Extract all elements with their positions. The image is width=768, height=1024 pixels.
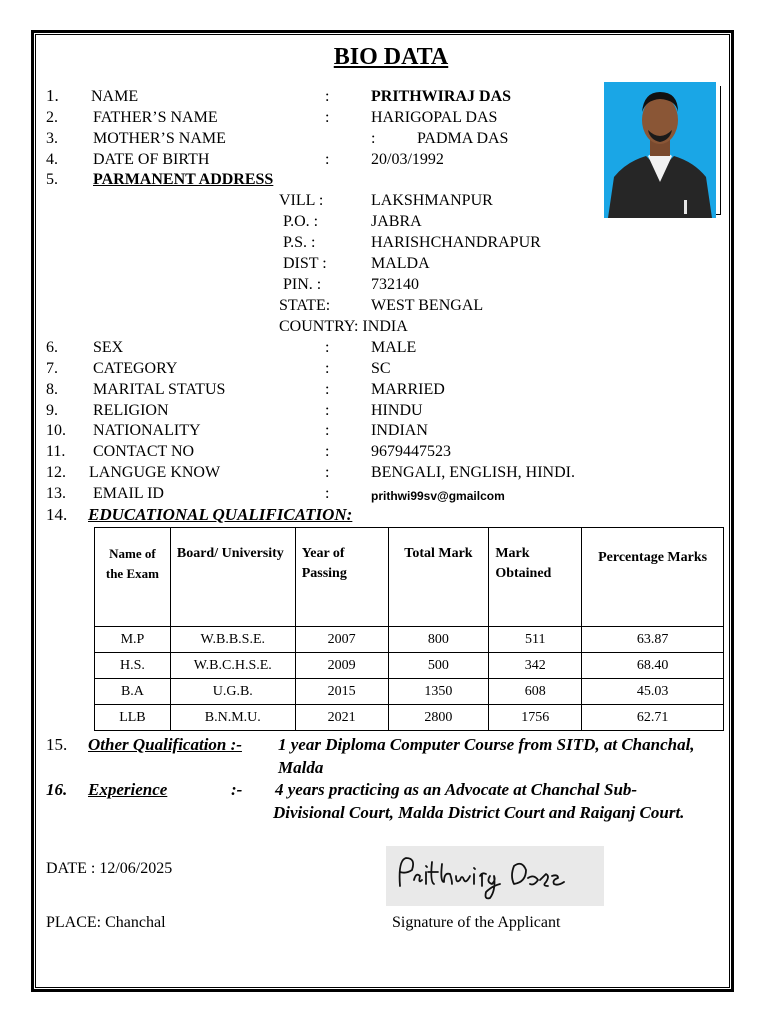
table-header: Name of the Exam [95,528,171,627]
field-num: 13. [46,485,66,502]
other-qualification-label: Other Qualification :- [88,735,242,754]
table-cell: W.B.C.H.S.E. [170,653,295,679]
field-value-sex: MALE [371,339,417,356]
field-colon: : [325,485,330,502]
table-cell: 1756 [489,705,582,731]
field-num: 3. [46,130,58,147]
field-label-language: LANGUGE KNOW [89,464,221,481]
section-num: 14. [46,505,68,524]
table-cell: H.S. [95,653,171,679]
section-num: 15. [46,735,68,754]
field-colon: : [325,464,330,481]
field-colon: : [325,109,330,126]
field-colon: : [325,360,330,377]
applicant-photo [604,82,716,218]
field-value-father: HARIGOPAL DAS [371,109,498,126]
field-label-name: NAME [91,88,139,105]
field-num: 5. [46,171,58,188]
field-value-email: prithwi99sv@gmailcom [371,489,505,503]
table-header: Percentage Marks [582,528,724,627]
section-num: 16. [46,780,68,799]
experience-label: Experience [88,780,168,799]
field-colon: : [325,151,330,168]
field-colon: : [325,422,330,439]
table-cell: 2007 [295,627,388,653]
table-header: Year of Passing [295,528,388,627]
address-label-ps: P.S. : [283,234,316,251]
field-num: 6. [46,339,58,356]
field-colon: : [325,339,330,356]
address-value-pin: 732140 [371,276,419,293]
table-cell: 500 [388,653,489,679]
address-label-dist: DIST : [283,255,327,272]
address-value-vill: LAKSHMANPUR [371,192,493,209]
address-label-pin: PIN. : [283,276,322,293]
field-num: 11. [46,443,66,460]
field-value-dob: 20/03/1992 [371,151,444,168]
table-cell: M.P [95,627,171,653]
table-cell: 511 [489,627,582,653]
table-cell: 608 [489,679,582,705]
table-cell: LLB [95,705,171,731]
signature-image [386,846,604,906]
field-value-nationality: INDIAN [371,422,428,439]
field-label-dob: DATE OF BIRTH [93,151,210,168]
address-label-po: P.O. : [283,213,319,230]
field-colon: : [325,88,330,105]
signature-icon [386,846,604,906]
table-cell: U.G.B. [170,679,295,705]
table-cell: 342 [489,653,582,679]
field-value-mother: PADMA DAS [417,130,509,147]
field-num: 2. [46,109,58,126]
field-value-category: SC [371,360,391,377]
field-label-category: CATEGORY [93,360,178,377]
table-header: Total Mark [388,528,489,627]
field-colon: : [325,381,330,398]
table-cell: 63.87 [582,627,724,653]
person-photo-icon [604,82,716,218]
field-num: 8. [46,381,58,398]
table-cell: 62.71 [582,705,724,731]
address-label-vill: VILL : [279,192,324,209]
address-value-po: JABRA [371,213,422,230]
other-qualification-text: 1 year Diploma Computer Course from SITD, at Chanchal, [278,735,695,754]
table-header: Board/ University [170,528,295,627]
table-cell: 800 [388,627,489,653]
field-value-religion: HINDU [371,402,423,419]
table-cell: 2015 [295,679,388,705]
field-colon: : [371,130,376,147]
footer-place: PLACE: Chanchal [46,914,166,931]
table-cell: 2800 [388,705,489,731]
footer-date: DATE : 12/06/2025 [46,860,173,877]
table-cell: 68.40 [582,653,724,679]
table-cell: W.B.B.S.E. [170,627,295,653]
table-row [95,705,724,731]
experience-separator: :- [231,780,243,799]
field-value-marital: MARRIED [371,381,445,398]
field-label-contact: CONTACT NO [93,443,195,460]
table-header: Mark Obtained [489,528,582,627]
field-num: 10. [46,422,66,439]
field-label-nationality: NATIONALITY [93,422,201,439]
table-cell: 2009 [295,653,388,679]
table-cell: 2021 [295,705,388,731]
table-cell: B.A [95,679,171,705]
field-num: 9. [46,402,58,419]
field-label-mother: MOTHER’S NAME [93,130,226,147]
field-num: 4. [46,151,58,168]
field-num: 7. [46,360,58,377]
education-heading: EDUCATIONAL QUALIFICATION: [88,505,353,524]
address-value-state: WEST BENGAL [371,297,484,314]
table-row [95,627,724,653]
address-label-state: STATE: [279,297,331,314]
address-country: COUNTRY: INDIA [279,318,408,335]
table-cell: B.N.M.U. [170,705,295,731]
education-table [94,527,724,731]
signature-caption: Signature of the Applicant [392,914,561,931]
page-title: BIO DATA [333,44,449,70]
field-label-address: PARMANENT ADDRESS [93,171,274,188]
other-qualification-text: Malda [278,758,324,777]
address-value-ps: HARISHCHANDRAPUR [371,234,541,251]
field-label-religion: RELIGION [93,402,169,419]
table-cell: 45.03 [582,679,724,705]
table-row [95,653,724,679]
field-value-contact: 9679447523 [371,443,451,460]
field-num: 12. [46,464,66,481]
field-label-marital: MARITAL STATUS [93,381,226,398]
field-num: 1. [46,86,59,105]
field-value-name: PRITHWIRAJ DAS [371,88,512,105]
experience-text: 4 years practicing as an Advocate at Chanchal Sub- [275,780,638,799]
field-label-sex: SEX [93,339,124,356]
table-cell: 1350 [388,679,489,705]
field-colon: : [325,443,330,460]
address-value-dist: MALDA [371,255,430,272]
experience-text: Divisional Court, Malda District Court and Raiganj Court. [273,803,685,822]
table-header-row [95,528,724,627]
field-colon: : [325,402,330,419]
field-label-email: EMAIL ID [93,485,164,502]
field-label-father: FATHER’S NAME [93,109,218,126]
field-value-language: BENGALI, ENGLISH, HINDI. [371,464,575,481]
table-row [95,679,724,705]
